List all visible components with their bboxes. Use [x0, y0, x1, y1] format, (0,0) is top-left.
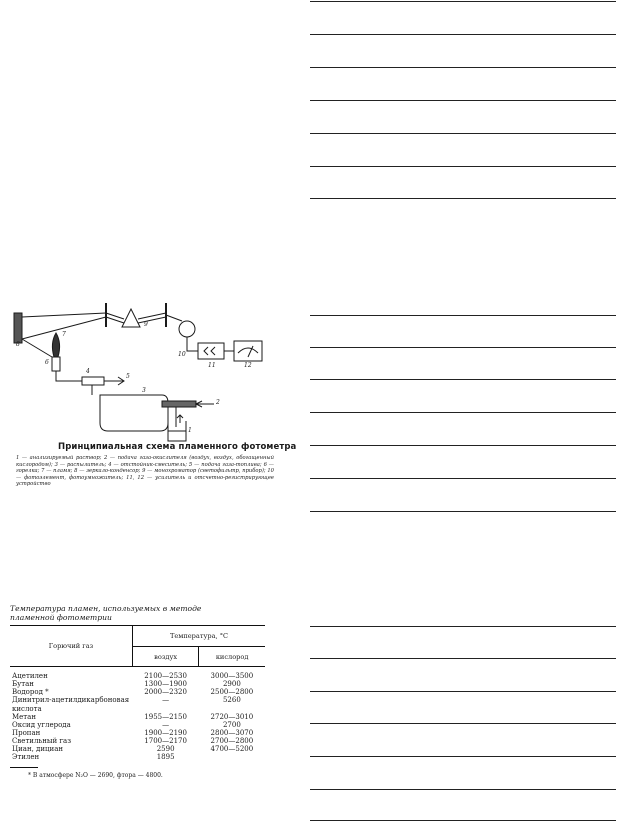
cell-gas: Циан, дициан	[12, 745, 64, 754]
cell-gas: Метан	[12, 712, 37, 721]
mixing-chamber	[82, 377, 104, 385]
cell-oxygen: 5260	[222, 696, 241, 705]
fuel-pipe	[56, 371, 82, 381]
cell-oxygen: 2700—2800	[210, 736, 254, 745]
cell-oxygen: 2800—3070	[210, 728, 254, 737]
cell-gas: Пропан	[12, 728, 41, 737]
cell-air: 2000—2320	[144, 688, 187, 697]
light-ray	[22, 313, 106, 317]
flame-photometer-figure	[12, 295, 297, 495]
table-row	[10, 713, 265, 721]
label-12: 12	[244, 362, 252, 369]
cell-gas: Водород *	[12, 688, 49, 697]
atomizer-chamber	[100, 395, 168, 431]
amplifier-symbol	[204, 347, 215, 355]
figure-legend: 1 — анализируемый раствор; 2 — подача газа-окислителя (воздух, воздух, обогащенный кислородом); 3 — распылитель; 4 — отстойник-смеситель; 5 — подача газа-топлива; 6 — горелка; 7 — пламя; 8 — зеркало-конденсор; 9 — монохроматор (светофильтр, прибор); 10 — фотоэлемент, фотоумножитель; 11, 12 — усилитель и отсчетно-регистрирующее устройство	[16, 455, 274, 488]
burner	[52, 357, 60, 371]
ruled-line	[310, 347, 616, 348]
ruled-line	[310, 626, 616, 627]
signal-wire	[187, 337, 198, 351]
cell-oxygen: 4700—5200	[210, 745, 254, 754]
table-row	[10, 737, 265, 745]
table-row	[10, 745, 265, 753]
label-7: 7	[62, 331, 66, 338]
label-9: 9	[144, 321, 148, 328]
flame-temperature-table	[10, 625, 265, 761]
ruled-line	[310, 789, 616, 790]
table-row	[10, 721, 265, 729]
photocell	[179, 321, 195, 337]
figure-caption: Принципиальная схема пламенного фотометра	[58, 442, 297, 452]
table-row	[10, 667, 265, 681]
flame-photometer-diagram	[12, 295, 274, 445]
ruled-line	[310, 34, 616, 35]
ruled-line	[310, 198, 616, 199]
header-temperature: Температура, °С	[133, 626, 266, 647]
cell-gas: Оксид углерода	[12, 720, 71, 729]
label-4: 4	[86, 368, 90, 375]
table-row	[10, 688, 265, 696]
flame-temperature-table-block	[10, 605, 265, 779]
label-10: 10	[178, 351, 186, 358]
cell-air: —	[162, 720, 170, 729]
oxidant-tube	[162, 401, 196, 407]
ruled-line	[310, 133, 616, 134]
cell-oxygen: 2720—3010	[210, 712, 254, 721]
flame	[52, 333, 59, 357]
light-ray	[166, 315, 182, 321]
cell-oxygen	[199, 753, 265, 761]
label-11: 11	[208, 362, 216, 369]
cell-air: —	[162, 696, 170, 705]
ruled-line	[310, 412, 616, 413]
cell-oxygen: 2900	[222, 680, 241, 689]
header-gas: Горючий газ	[10, 626, 133, 667]
ruled-line	[310, 478, 616, 479]
ruled-line	[310, 511, 616, 512]
ruled-line	[310, 67, 616, 68]
label-8: 8	[16, 341, 20, 348]
cell-air: 2100—2530	[144, 672, 187, 681]
label-2: 2	[216, 399, 220, 406]
cell-oxygen: 2700	[222, 720, 241, 729]
ruled-line	[310, 166, 616, 167]
ruled-lines-column	[310, 0, 618, 821]
sample-arrow	[177, 415, 183, 423]
table-row	[10, 729, 265, 737]
cell-air: 1955—2150	[144, 712, 187, 721]
cell-gas: Ацетилен	[12, 672, 48, 681]
ruled-line	[310, 379, 616, 380]
ruled-line	[310, 691, 616, 692]
cell-oxygen: 3000—3500	[210, 672, 254, 681]
header-air: воздух	[133, 647, 199, 667]
mirror-condenser	[14, 313, 22, 343]
label-5: 5	[126, 373, 130, 380]
cell-gas: Этилен	[12, 753, 40, 762]
ruled-line	[310, 723, 616, 724]
cell-gas: Бутан	[12, 680, 34, 689]
ruled-line	[310, 315, 616, 316]
light-ray	[22, 339, 52, 357]
table-title: Температура пламен, используемых в методе пламенной фотометрии	[10, 604, 202, 622]
cell-air: 1895	[156, 753, 175, 762]
footnote-divider	[10, 767, 38, 768]
table-footnote: * В атмосфере N₂O — 2690, фтора — 4800.	[28, 772, 163, 780]
table-row	[10, 696, 265, 712]
label-6: 6	[45, 359, 49, 366]
ruled-line	[310, 100, 616, 101]
cell-air: 1700—2170	[144, 736, 187, 745]
cell-air: 1300—1900	[144, 680, 187, 689]
meter-scale	[238, 348, 258, 353]
label-3: 3	[142, 387, 146, 394]
ruled-line	[310, 756, 616, 757]
table-row	[10, 753, 265, 761]
ruled-line	[310, 1, 616, 2]
header-oxygen: кислород	[199, 647, 265, 667]
ruled-line	[310, 445, 616, 446]
label-1: 1	[188, 427, 192, 434]
cell-air: 2590	[156, 745, 175, 754]
monochromator-prism	[122, 309, 140, 327]
recording-meter	[234, 341, 262, 361]
cell-oxygen: 2500—2800	[210, 688, 254, 697]
cell-gas: Светильный газ	[12, 736, 72, 745]
cell-gas: Динитрил-ацетилдикарбоновая кислота	[12, 696, 130, 713]
cell-air: 1900—2190	[144, 728, 187, 737]
table-row	[10, 680, 265, 688]
ruled-line	[310, 658, 616, 659]
